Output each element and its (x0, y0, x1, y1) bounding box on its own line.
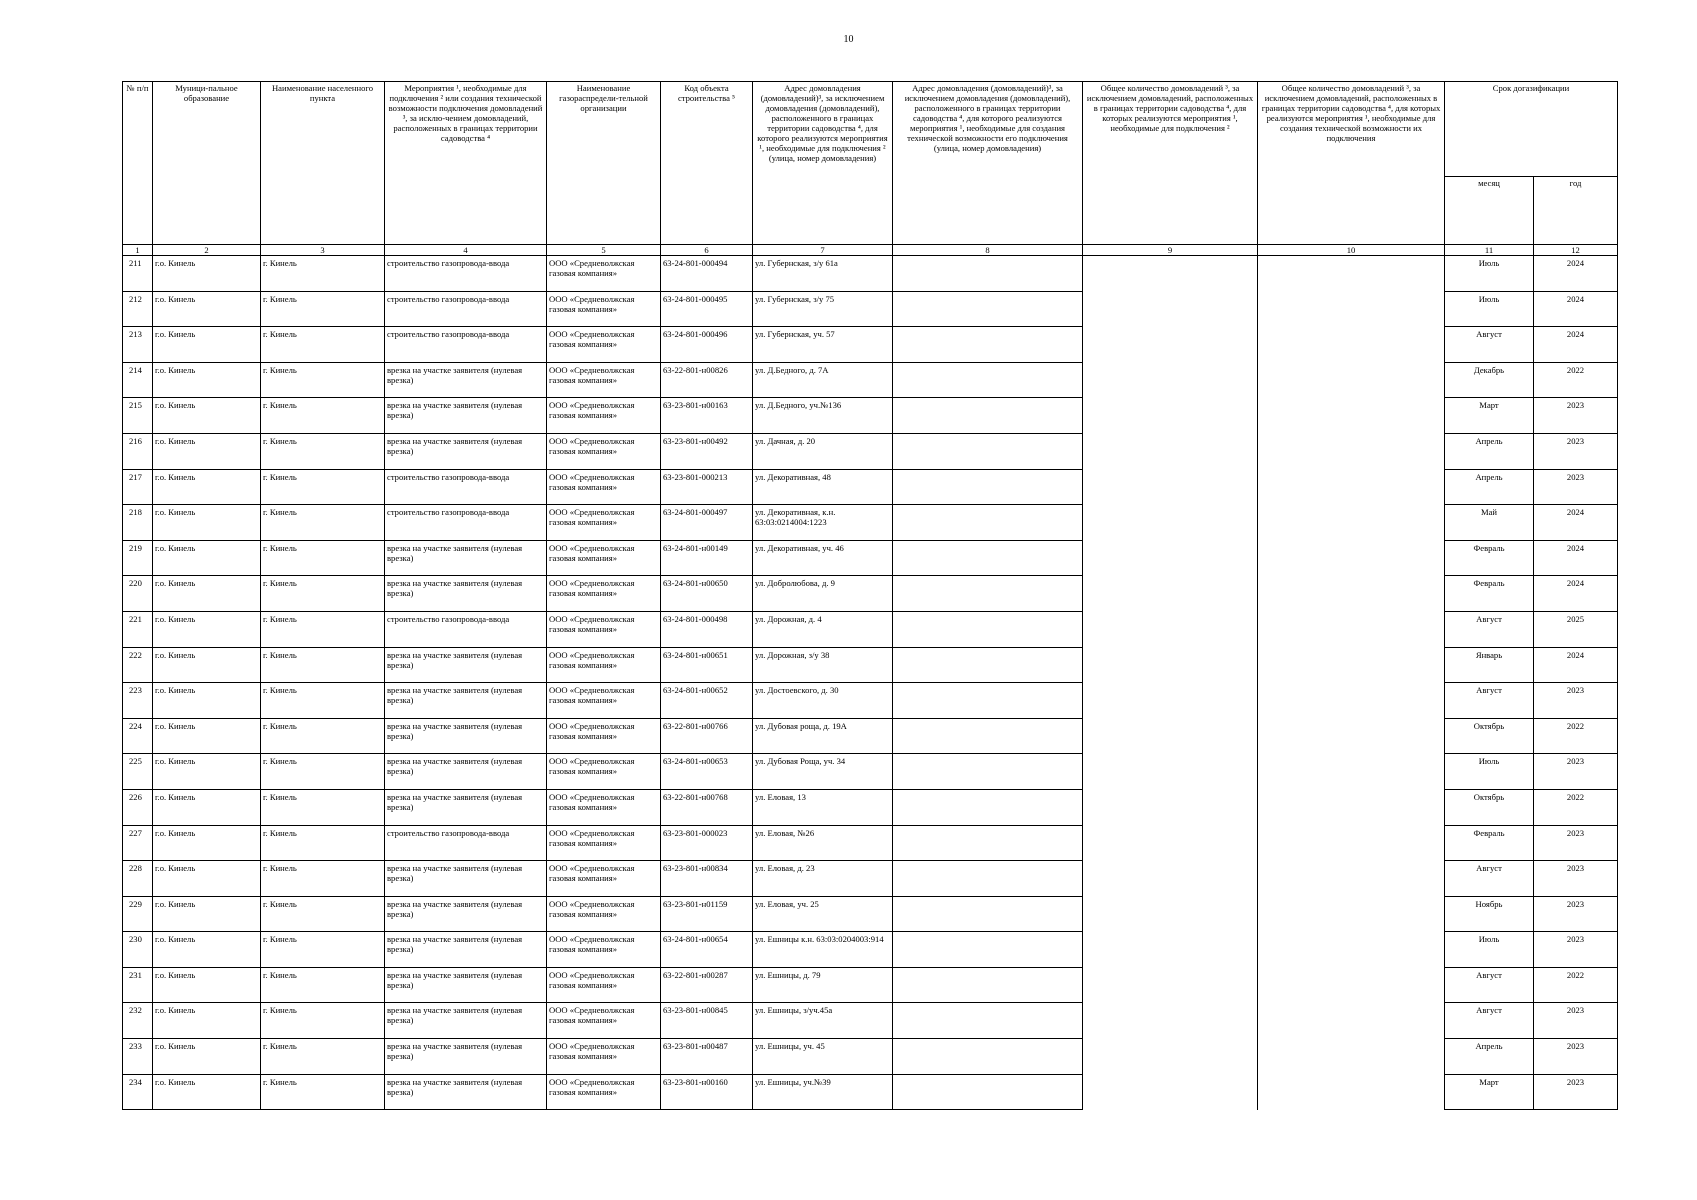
row-address-technical (893, 540, 1083, 576)
row-address-technical (893, 362, 1083, 398)
row-settlement: г. Кинель (261, 932, 385, 968)
row-event: врезка на участке заявителя (нулевая врезка) (385, 683, 547, 719)
row-address-technical (893, 611, 1083, 647)
row-address: ул. Д.Бедного, д. 7А (753, 362, 893, 398)
row-municipality: г.о. Кинель (153, 469, 261, 505)
row-address: ул. Дорожная, д. 4 (753, 611, 893, 647)
row-year: 2024 (1534, 327, 1618, 363)
row-settlement: г. Кинель (261, 1074, 385, 1110)
row-address: ул. Ешницы, з/уч.45а (753, 1003, 893, 1039)
row-month: Апрель (1445, 469, 1534, 505)
row-object-code: 63-24-801-н00650 (661, 576, 753, 612)
row-month: Октябрь (1445, 718, 1534, 754)
row-municipality: г.о. Кинель (153, 754, 261, 790)
row-object-code: 63-23-801-н01159 (661, 896, 753, 932)
row-address: ул. Дубовая Роща, уч. 34 (753, 754, 893, 790)
row-object-code: 63-24-801-000498 (661, 611, 753, 647)
row-address: ул. Ешницы, уч.№39 (753, 1074, 893, 1110)
row-municipality: г.о. Кинель (153, 540, 261, 576)
row-address-technical (893, 825, 1083, 861)
row-month: Май (1445, 505, 1534, 541)
row-address-technical (893, 576, 1083, 612)
row-object-code: 63-24-801-000495 (661, 291, 753, 327)
row-organization: ООО «Средневолжская газовая компания» (547, 789, 661, 825)
row-month: Февраль (1445, 576, 1534, 612)
header-address-technical: Адрес домовладения (домовладений)³, за исключением домовладения (домовладений), расположенного в границах территории садоводства ⁴, для которого реализуются мероприятия ¹, необходимые для создания технической возможности его подключения (улица, номер домовладения) (893, 82, 1083, 245)
row-municipality: г.о. Кинель (153, 505, 261, 541)
row-address-technical (893, 647, 1083, 683)
row-month: Апрель (1445, 433, 1534, 469)
row-address: ул. Еловая, №26 (753, 825, 893, 861)
row-municipality: г.о. Кинель (153, 647, 261, 683)
row-event: врезка на участке заявителя (нулевая врезка) (385, 718, 547, 754)
column-number: 7 (753, 245, 893, 256)
row-object-code: 63-24-801-н00149 (661, 540, 753, 576)
row-municipality: г.о. Кинель (153, 362, 261, 398)
row-organization: ООО «Средневолжская газовая компания» (547, 718, 661, 754)
row-organization: ООО «Средневолжская газовая компания» (547, 932, 661, 968)
row-organization: ООО «Средневолжская газовая компания» (547, 896, 661, 932)
row-address-technical (893, 505, 1083, 541)
row-month: Август (1445, 1003, 1534, 1039)
row-event: строительство газопровода-ввода (385, 825, 547, 861)
row-number: 215 (123, 398, 153, 434)
row-address: ул. Дубовая роща, д. 19А (753, 718, 893, 754)
row-settlement: г. Кинель (261, 433, 385, 469)
row-organization: ООО «Средневолжская газовая компания» (547, 967, 661, 1003)
row-event: врезка на участке заявителя (нулевая врезка) (385, 576, 547, 612)
column-number: 4 (385, 245, 547, 256)
row-address: ул. Достоевского, д. 30 (753, 683, 893, 719)
row-month: Июль (1445, 932, 1534, 968)
row-address: ул. Еловая, уч. 25 (753, 896, 893, 932)
row-address-technical (893, 1039, 1083, 1075)
header-object-code: Код объекта строительства ⁵ (661, 82, 753, 245)
row-address: ул. Ешницы к.н. 63:03:0204003:914 (753, 932, 893, 968)
row-year: 2024 (1534, 505, 1618, 541)
row-month: Февраль (1445, 540, 1534, 576)
row-address-technical (893, 789, 1083, 825)
row-municipality: г.о. Кинель (153, 896, 261, 932)
row-settlement: г. Кинель (261, 718, 385, 754)
row-year: 2024 (1534, 540, 1618, 576)
row-event: врезка на участке заявителя (нулевая врезка) (385, 932, 547, 968)
row-year: 2023 (1534, 1074, 1618, 1110)
row-event: врезка на участке заявителя (нулевая врезка) (385, 647, 547, 683)
row-address: ул. Губернская, уч. 57 (753, 327, 893, 363)
row-address-technical (893, 718, 1083, 754)
row-object-code: 63-24-801-000496 (661, 327, 753, 363)
row-municipality: г.о. Кинель (153, 861, 261, 897)
row-organization: ООО «Средневолжская газовая компания» (547, 1003, 661, 1039)
row-municipality: г.о. Кинель (153, 256, 261, 292)
row-year: 2022 (1534, 967, 1618, 1003)
column-number: 2 (153, 245, 261, 256)
row-object-code: 63-22-801-н00826 (661, 362, 753, 398)
row-number: 212 (123, 291, 153, 327)
row-number: 213 (123, 327, 153, 363)
row-number: 216 (123, 433, 153, 469)
row-month: Январь (1445, 647, 1534, 683)
row-address-technical (893, 754, 1083, 790)
row-object-code: 63-24-801-н00651 (661, 647, 753, 683)
row-year: 2023 (1534, 861, 1618, 897)
row-municipality: г.о. Кинель (153, 1039, 261, 1075)
row-address-technical (893, 1003, 1083, 1039)
row-year: 2024 (1534, 256, 1618, 292)
row-event: врезка на участке заявителя (нулевая врезка) (385, 861, 547, 897)
row-month: Август (1445, 683, 1534, 719)
row-address-technical (893, 683, 1083, 719)
row-object-code: 63-23-801-н00487 (661, 1039, 753, 1075)
row-settlement: г. Кинель (261, 861, 385, 897)
row-month: Август (1445, 861, 1534, 897)
row-settlement: г. Кинель (261, 362, 385, 398)
header-organization: Наименование газораспредели-тельной организации (547, 82, 661, 245)
row-address: ул. Д.Бедного, уч.№136 (753, 398, 893, 434)
row-settlement: г. Кинель (261, 398, 385, 434)
table-header (123, 82, 1618, 245)
row-number: 230 (123, 932, 153, 968)
column-numbers-row (123, 245, 1618, 256)
row-address-technical (893, 861, 1083, 897)
row-year: 2024 (1534, 291, 1618, 327)
row-month: Ноябрь (1445, 896, 1534, 932)
row-address: ул. Дорожная, з/у 38 (753, 647, 893, 683)
row-number: 214 (123, 362, 153, 398)
row-settlement: г. Кинель (261, 754, 385, 790)
row-municipality: г.о. Кинель (153, 398, 261, 434)
row-municipality: г.о. Кинель (153, 1003, 261, 1039)
row-number: 231 (123, 967, 153, 1003)
row-number: 226 (123, 789, 153, 825)
row-number: 218 (123, 505, 153, 541)
row-event: врезка на участке заявителя (нулевая врезка) (385, 362, 547, 398)
row-settlement: г. Кинель (261, 683, 385, 719)
row-event: врезка на участке заявителя (нулевая врезка) (385, 1003, 547, 1039)
row-event: строительство газопровода-ввода (385, 327, 547, 363)
row-year: 2023 (1534, 754, 1618, 790)
row-settlement: г. Кинель (261, 789, 385, 825)
row-year: 2025 (1534, 611, 1618, 647)
row-organization: ООО «Средневолжская газовая компания» (547, 469, 661, 505)
row-object-code: 63-23-801-н00160 (661, 1074, 753, 1110)
row-year: 2024 (1534, 576, 1618, 612)
row-object-code: 63-23-801-н00845 (661, 1003, 753, 1039)
row-object-code: 63-23-801-н00834 (661, 861, 753, 897)
header-events: Мероприятия ¹, необходимые для подключения ² или создания технической возможности подключения домовладений ³, за исклю-чением домовладений, расположенных в границах территории садоводства ⁴ (385, 82, 547, 245)
row-organization: ООО «Средневолжская газовая компания» (547, 647, 661, 683)
header-month: месяц (1445, 177, 1534, 245)
column-number: 9 (1083, 245, 1258, 256)
column-number: 10 (1258, 245, 1445, 256)
row-number: 229 (123, 896, 153, 932)
row-address-technical (893, 469, 1083, 505)
table-body (123, 245, 1618, 1110)
row-address: ул. Декоративная, 48 (753, 469, 893, 505)
column-number: 5 (547, 245, 661, 256)
row-year: 2023 (1534, 433, 1618, 469)
row-address: ул. Декоративная, уч. 46 (753, 540, 893, 576)
row-address: ул. Еловая, д. 23 (753, 861, 893, 897)
row-address: ул. Губернская, з/у 61а (753, 256, 893, 292)
row-month: Июль (1445, 256, 1534, 292)
column-number: 1 (123, 245, 153, 256)
header-municipality: Муници-пальное образование (153, 82, 261, 245)
row-number: 223 (123, 683, 153, 719)
row-year: 2023 (1534, 398, 1618, 434)
row-address-technical (893, 932, 1083, 968)
row-address-technical (893, 291, 1083, 327)
row-organization: ООО «Средневолжская газовая компания» (547, 611, 661, 647)
header-number: № п/п (123, 82, 153, 245)
row-address: ул. Дачная, д. 20 (753, 433, 893, 469)
row-settlement: г. Кинель (261, 967, 385, 1003)
row-event: строительство газопровода-ввода (385, 291, 547, 327)
row-object-code: 63-22-801-н00766 (661, 718, 753, 754)
row-year: 2023 (1534, 1003, 1618, 1039)
row-event: врезка на участке заявителя (нулевая врезка) (385, 789, 547, 825)
row-object-code: 63-22-801-н00287 (661, 967, 753, 1003)
row-event: строительство газопровода-ввода (385, 611, 547, 647)
page-number: 10 (843, 34, 854, 45)
row-municipality: г.о. Кинель (153, 327, 261, 363)
row-settlement: г. Кинель (261, 611, 385, 647)
row-object-code: 63-23-801-н00163 (661, 398, 753, 434)
row-number: 228 (123, 861, 153, 897)
row-settlement: г. Кинель (261, 825, 385, 861)
row-settlement: г. Кинель (261, 469, 385, 505)
header-year: год (1534, 177, 1618, 245)
table-row (123, 256, 1618, 292)
row-number: 224 (123, 718, 153, 754)
header-count-technical: Общее количество домовладений ³, за исключением домовладений, расположенных в границах территории садоводства ⁴, для которых реализуются мероприятия ¹, необходимые для создания технической возможности их подключения (1258, 82, 1445, 245)
row-organization: ООО «Средневолжская газовая компания» (547, 291, 661, 327)
row-municipality: г.о. Кинель (153, 967, 261, 1003)
row-month: Август (1445, 967, 1534, 1003)
row-municipality: г.о. Кинель (153, 932, 261, 968)
row-organization: ООО «Средневолжская газовая компания» (547, 327, 661, 363)
row-number: 220 (123, 576, 153, 612)
row-organization: ООО «Средневолжская газовая компания» (547, 861, 661, 897)
row-month: Октябрь (1445, 789, 1534, 825)
column-number: 3 (261, 245, 385, 256)
row-event: врезка на участке заявителя (нулевая врезка) (385, 754, 547, 790)
row-municipality: г.о. Кинель (153, 718, 261, 754)
row-object-code: 63-23-801-000023 (661, 825, 753, 861)
row-event: врезка на участке заявителя (нулевая врезка) (385, 433, 547, 469)
row-year: 2022 (1534, 718, 1618, 754)
row-settlement: г. Кинель (261, 1039, 385, 1075)
row-object-code: 63-24-801-000494 (661, 256, 753, 292)
row-municipality: г.о. Кинель (153, 683, 261, 719)
row-number: 225 (123, 754, 153, 790)
row-object-code: 63-24-801-н00653 (661, 754, 753, 790)
row-settlement: г. Кинель (261, 576, 385, 612)
row-address-technical (893, 967, 1083, 1003)
row-organization: ООО «Средневолжская газовая компания» (547, 825, 661, 861)
row-number: 217 (123, 469, 153, 505)
row-settlement: г. Кинель (261, 540, 385, 576)
row-settlement: г. Кинель (261, 291, 385, 327)
row-year: 2023 (1534, 469, 1618, 505)
row-month: Июль (1445, 291, 1534, 327)
row-month: Август (1445, 327, 1534, 363)
row-year: 2024 (1534, 647, 1618, 683)
row-address-technical (893, 327, 1083, 363)
row-month: Март (1445, 398, 1534, 434)
row-organization: ООО «Средневолжская газовая компания» (547, 576, 661, 612)
row-organization: ООО «Средневолжская газовая компания» (547, 362, 661, 398)
row-address-technical (893, 896, 1083, 932)
row-address: ул. Губернская, з/у 75 (753, 291, 893, 327)
row-settlement: г. Кинель (261, 327, 385, 363)
merged-count-technical (1258, 256, 1445, 1110)
row-settlement: г. Кинель (261, 505, 385, 541)
row-municipality: г.о. Кинель (153, 1074, 261, 1110)
row-year: 2023 (1534, 896, 1618, 932)
row-address-technical (893, 1074, 1083, 1110)
row-municipality: г.о. Кинель (153, 825, 261, 861)
row-organization: ООО «Средневолжская газовая компания» (547, 1074, 661, 1110)
merged-count-connection (1083, 256, 1258, 1110)
row-month: Апрель (1445, 1039, 1534, 1075)
row-year: 2023 (1534, 932, 1618, 968)
row-settlement: г. Кинель (261, 647, 385, 683)
row-number: 211 (123, 256, 153, 292)
row-event: строительство газопровода-ввода (385, 469, 547, 505)
row-settlement: г. Кинель (261, 896, 385, 932)
row-number: 234 (123, 1074, 153, 1110)
row-event: врезка на участке заявителя (нулевая врезка) (385, 1039, 547, 1075)
row-year: 2022 (1534, 362, 1618, 398)
header-count-connection: Общее количество домовладений ³, за исключением домовладений, расположенных в границах территории садоводства ⁴, для которых реализуются мероприятия ¹, необходимые для подключения ² (1083, 82, 1258, 245)
row-number: 221 (123, 611, 153, 647)
row-address-technical (893, 256, 1083, 292)
row-year: 2022 (1534, 789, 1618, 825)
header-address-connection: Адрес домовладения (домовладений)³, за исключением домовладения (домовладений), расположенного в границах территории садоводства ⁴, для которого реализуются мероприятия ¹, необходимые для подключения ² (улица, номер домовладения) (753, 82, 893, 245)
row-address-technical (893, 398, 1083, 434)
row-municipality: г.о. Кинель (153, 576, 261, 612)
row-object-code: 63-23-801-н00492 (661, 433, 753, 469)
row-municipality: г.о. Кинель (153, 611, 261, 647)
row-month: Март (1445, 1074, 1534, 1110)
row-object-code: 63-23-801-000213 (661, 469, 753, 505)
header-gasification-term: Срок догазификации (1445, 82, 1618, 177)
row-month: Август (1445, 611, 1534, 647)
column-number: 12 (1534, 245, 1618, 256)
row-address: ул. Ешницы, уч. 45 (753, 1039, 893, 1075)
row-municipality: г.о. Кинель (153, 433, 261, 469)
row-municipality: г.о. Кинель (153, 789, 261, 825)
row-organization: ООО «Средневолжская газовая компания» (547, 398, 661, 434)
row-organization: ООО «Средневолжская газовая компания» (547, 1039, 661, 1075)
row-number: 222 (123, 647, 153, 683)
row-organization: ООО «Средневолжская газовая компания» (547, 505, 661, 541)
column-number: 6 (661, 245, 753, 256)
row-event: врезка на участке заявителя (нулевая врезка) (385, 398, 547, 434)
row-month: Июль (1445, 754, 1534, 790)
row-year: 2023 (1534, 825, 1618, 861)
row-month: Февраль (1445, 825, 1534, 861)
row-number: 233 (123, 1039, 153, 1075)
row-event: врезка на участке заявителя (нулевая врезка) (385, 896, 547, 932)
row-number: 227 (123, 825, 153, 861)
row-address: ул. Еловая, 13 (753, 789, 893, 825)
row-event: врезка на участке заявителя (нулевая врезка) (385, 1074, 547, 1110)
row-object-code: 63-24-801-н00654 (661, 932, 753, 968)
row-object-code: 63-22-801-н00768 (661, 789, 753, 825)
row-address: ул. Добролюбова, д. 9 (753, 576, 893, 612)
column-number: 8 (893, 245, 1083, 256)
row-event: строительство газопровода-ввода (385, 505, 547, 541)
row-number: 219 (123, 540, 153, 576)
gasification-table (122, 81, 1618, 1110)
row-address: ул. Декоративная, к.н. 63:03:0214004:1223 (753, 505, 893, 541)
row-address: ул. Ешницы, д. 79 (753, 967, 893, 1003)
column-number: 11 (1445, 245, 1534, 256)
row-year: 2023 (1534, 1039, 1618, 1075)
row-event: врезка на участке заявителя (нулевая врезка) (385, 967, 547, 1003)
row-number: 232 (123, 1003, 153, 1039)
row-municipality: г.о. Кинель (153, 291, 261, 327)
row-organization: ООО «Средневолжская газовая компания» (547, 256, 661, 292)
row-year: 2023 (1534, 683, 1618, 719)
row-organization: ООО «Средневолжская газовая компания» (547, 540, 661, 576)
header-settlement: Наименование населенного пункта (261, 82, 385, 245)
row-event: строительство газопровода-ввода (385, 256, 547, 292)
row-organization: ООО «Средневолжская газовая компания» (547, 754, 661, 790)
row-month: Декабрь (1445, 362, 1534, 398)
row-settlement: г. Кинель (261, 256, 385, 292)
row-organization: ООО «Средневолжская газовая компания» (547, 433, 661, 469)
row-event: врезка на участке заявителя (нулевая врезка) (385, 540, 547, 576)
row-address-technical (893, 433, 1083, 469)
row-object-code: 63-24-801-н00652 (661, 683, 753, 719)
row-settlement: г. Кинель (261, 1003, 385, 1039)
row-object-code: 63-24-801-000497 (661, 505, 753, 541)
row-organization: ООО «Средневолжская газовая компания» (547, 683, 661, 719)
